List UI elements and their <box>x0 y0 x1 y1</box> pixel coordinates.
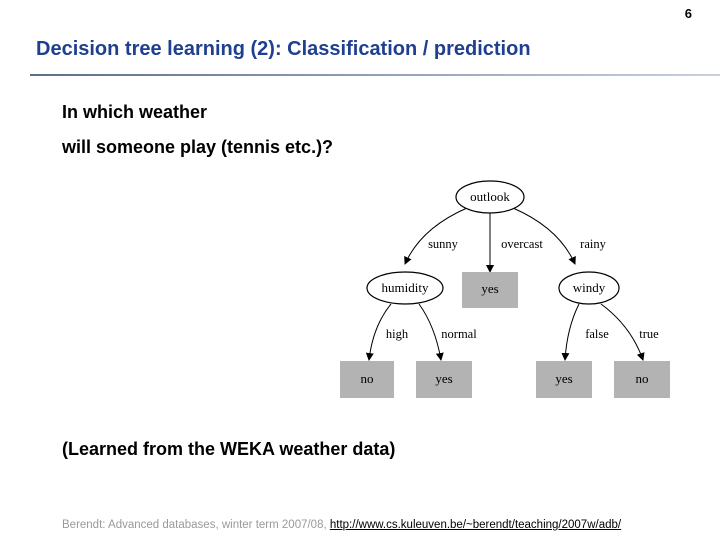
leaf-high-label: no <box>360 371 374 386</box>
decision-tree-diagram <box>339 178 672 400</box>
leaf-false <box>536 361 592 398</box>
edge-label-overcast: overcast <box>501 237 543 251</box>
leaf-true-label: no <box>635 371 649 386</box>
edge-sunny <box>405 208 467 264</box>
leaf-high <box>340 361 394 398</box>
footer-text: Berendt: Advanced databases, winter term 2007/08, <box>62 519 330 531</box>
title-divider <box>30 74 720 76</box>
edge-label-high: high <box>385 327 409 341</box>
node-humidity <box>367 272 443 304</box>
leaf-normal-label: yes <box>435 371 453 386</box>
leaf-normal <box>416 361 472 398</box>
leaf-overcast <box>462 272 518 308</box>
footer-link[interactable]: http://www.cs.kuleuven.be/~berendt/teaching/2007w/adb/ <box>329 519 622 531</box>
leaf-true <box>614 361 670 398</box>
node-windy <box>559 272 619 304</box>
node-outlook <box>456 181 524 213</box>
source-note: (Learned from the WEKA weather data) <box>62 439 396 459</box>
node-humidity-label: humidity <box>381 280 429 295</box>
node-outlook-label: outlook <box>470 189 510 204</box>
question-line-2: will someone play (tennis etc.)? <box>62 137 334 157</box>
edge-label-true: true <box>639 327 659 341</box>
edge-false <box>565 304 579 360</box>
edge-rainy <box>513 208 575 264</box>
footer <box>62 519 621 531</box>
edge-label-rainy: rainy <box>580 237 606 251</box>
question-line-1: In which weather <box>62 102 208 122</box>
slide-title: Decision tree learning (2): Classification / prediction <box>36 38 531 60</box>
node-windy-label: windy <box>572 280 606 295</box>
leaf-false-label: yes <box>555 371 573 386</box>
page-number: 6 <box>684 6 692 21</box>
leaf-overcast-label: yes <box>481 281 499 296</box>
edge-label-false: false <box>585 327 609 341</box>
edge-label-sunny: sunny <box>428 237 458 251</box>
edge-label-normal: normal <box>441 327 477 341</box>
edge-normal <box>419 304 441 360</box>
